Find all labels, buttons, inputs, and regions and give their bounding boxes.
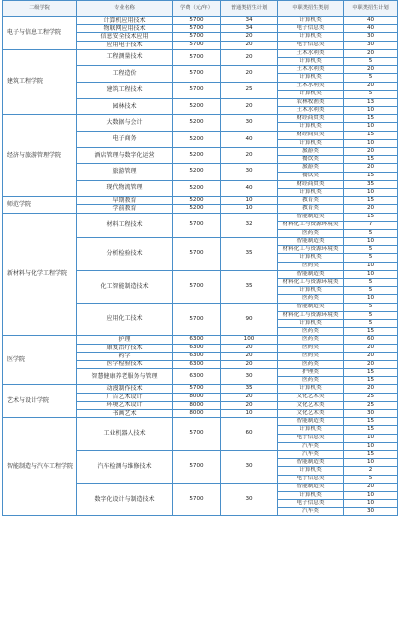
- vocational-category: 汽车类: [278, 508, 344, 516]
- major-name: 广告艺术设计: [77, 393, 173, 401]
- major-name: 环境艺术设计: [77, 401, 173, 409]
- college-name: 经济与旅游管理学院: [3, 115, 77, 197]
- tuition-value: 5200: [173, 164, 221, 180]
- general-plan-value: 10: [221, 410, 278, 418]
- vocational-category: 计算机类: [278, 385, 344, 393]
- major-name: 医学检验技术: [77, 360, 173, 368]
- vocational-plan-value: 15: [344, 115, 398, 123]
- vocational-category: 医药类: [278, 262, 344, 270]
- vocational-category: 医药类: [278, 377, 344, 385]
- major-name: 学前教育: [77, 205, 173, 213]
- vocational-category: 土木水利类: [278, 66, 344, 74]
- vocational-plan-value: 7: [344, 221, 398, 229]
- table-row: [3, 197, 398, 205]
- general-plan-value: 34: [221, 25, 278, 33]
- vocational-plan-value: 20: [344, 49, 398, 57]
- vocational-category: 医药类: [278, 352, 344, 360]
- general-plan-value: 20: [221, 33, 278, 41]
- header-major: 专业名称: [77, 1, 173, 17]
- general-plan-value: 20: [221, 148, 278, 164]
- vocational-category: 智能制造类: [278, 483, 344, 491]
- vocational-category: 计算机类: [278, 491, 344, 499]
- vocational-plan-value: 15: [344, 172, 398, 180]
- table-row: [3, 213, 398, 221]
- vocational-category: 汽车类: [278, 442, 344, 450]
- general-plan-value: 32: [221, 213, 278, 238]
- vocational-plan-value: 5: [344, 57, 398, 65]
- vocational-plan-value: 15: [344, 377, 398, 385]
- vocational-plan-value: 25: [344, 401, 398, 409]
- vocational-category: 计算机类: [278, 33, 344, 41]
- tuition-value: 5700: [173, 33, 221, 41]
- tuition-value: 6300: [173, 352, 221, 360]
- vocational-category: 医药类: [278, 295, 344, 303]
- vocational-plan-value: 15: [344, 131, 398, 139]
- header-college: 二级学院: [3, 1, 77, 17]
- vocational-category: 计算机类: [278, 319, 344, 327]
- vocational-plan-value: 5: [344, 254, 398, 262]
- vocational-plan-value: 20: [344, 66, 398, 74]
- vocational-category: 电子信息类: [278, 475, 344, 483]
- general-plan-value: 30: [221, 483, 278, 516]
- general-plan-value: 35: [221, 385, 278, 393]
- vocational-category: 土木水利类: [278, 107, 344, 115]
- vocational-plan-value: 30: [344, 33, 398, 41]
- vocational-category: 土木水利类: [278, 82, 344, 90]
- tuition-value: 5200: [173, 180, 221, 196]
- vocational-plan-value: 15: [344, 328, 398, 336]
- vocational-plan-value: 20: [344, 385, 398, 393]
- vocational-category: 教育类: [278, 197, 344, 205]
- vocational-category: 财经商贸类: [278, 115, 344, 123]
- major-name: 应用电子技术: [77, 41, 173, 49]
- vocational-plan-value: 5: [344, 229, 398, 237]
- vocational-category: 医药类: [278, 229, 344, 237]
- major-name: 书画艺术: [77, 410, 173, 418]
- major-name: 大数据与会计: [77, 115, 173, 131]
- vocational-category: 农林牧渔类: [278, 98, 344, 106]
- tuition-value: 5700: [173, 25, 221, 33]
- general-plan-value: 30: [221, 115, 278, 131]
- vocational-category: 材料化工与资源环境类: [278, 246, 344, 254]
- tuition-value: 5700: [173, 418, 221, 451]
- general-plan-value: 20: [221, 352, 278, 360]
- tuition-value: 5700: [173, 238, 221, 271]
- major-name: 工程造价: [77, 66, 173, 82]
- vocational-category: 智能制造类: [278, 270, 344, 278]
- vocational-category: 计算机类: [278, 287, 344, 295]
- vocational-plan-value: 20: [344, 352, 398, 360]
- major-name: 园林技术: [77, 98, 173, 114]
- tuition-value: 6300: [173, 369, 221, 385]
- general-plan-value: 60: [221, 418, 278, 451]
- vocational-category: 电子信息类: [278, 41, 344, 49]
- vocational-category: 土木水利类: [278, 49, 344, 57]
- major-name: 动漫制作技术: [77, 385, 173, 393]
- vocational-category: 电子信息类: [278, 25, 344, 33]
- vocational-category: 材料化工与资源环境类: [278, 221, 344, 229]
- vocational-plan-value: 10: [344, 238, 398, 246]
- header-tuition: 学费（元/年）: [173, 1, 221, 17]
- general-plan-value: 30: [221, 450, 278, 483]
- vocational-category: 文化艺术类: [278, 401, 344, 409]
- vocational-plan-value: 15: [344, 450, 398, 458]
- vocational-category: 计算机类: [278, 254, 344, 262]
- vocational-plan-value: 20: [344, 360, 398, 368]
- vocational-plan-value: 35: [344, 180, 398, 188]
- major-name: 化工智能制造技术: [77, 270, 173, 303]
- vocational-plan-value: 5: [344, 287, 398, 295]
- vocational-plan-value: 10: [344, 500, 398, 508]
- vocational-plan-value: 5: [344, 246, 398, 254]
- vocational-category: 计算机类: [278, 57, 344, 65]
- general-plan-value: 100: [221, 336, 278, 344]
- vocational-category: 智能制造类: [278, 238, 344, 246]
- major-name: 计算机应用技术: [77, 17, 173, 25]
- major-name: 数字化设计与制造技术: [77, 483, 173, 516]
- general-plan-value: 35: [221, 238, 278, 271]
- vocational-category: 材料化工与资源环境类: [278, 311, 344, 319]
- vocational-plan-value: 25: [344, 393, 398, 401]
- vocational-plan-value: 15: [344, 369, 398, 377]
- tuition-value: 6300: [173, 336, 221, 344]
- general-plan-value: 40: [221, 131, 278, 147]
- major-name: 分析检验技术: [77, 238, 173, 271]
- tuition-value: 5700: [173, 66, 221, 82]
- major-name: 护理: [77, 336, 173, 344]
- vocational-plan-value: 60: [344, 336, 398, 344]
- header-vocational-plan: 中职类招生计划: [344, 1, 398, 17]
- vocational-category: 医药类: [278, 344, 344, 352]
- tuition-value: 5700: [173, 483, 221, 516]
- general-plan-value: 30: [221, 369, 278, 385]
- major-name: 康复治疗技术: [77, 344, 173, 352]
- tuition-value: 5700: [173, 385, 221, 393]
- tuition-value: 5200: [173, 98, 221, 114]
- tuition-value: 5700: [173, 213, 221, 238]
- table-row: [3, 115, 398, 123]
- vocational-category: 计算机类: [278, 90, 344, 98]
- vocational-category: 汽车类: [278, 450, 344, 458]
- vocational-plan-value: 5: [344, 74, 398, 82]
- vocational-plan-value: 10: [344, 123, 398, 131]
- general-plan-value: 20: [221, 41, 278, 49]
- major-name: 电子商务: [77, 131, 173, 147]
- vocational-category: 餐饮类: [278, 156, 344, 164]
- vocational-plan-value: 2: [344, 467, 398, 475]
- vocational-plan-value: 10: [344, 442, 398, 450]
- tuition-value: 5700: [173, 303, 221, 336]
- vocational-plan-value: 15: [344, 156, 398, 164]
- general-plan-value: 20: [221, 401, 278, 409]
- vocational-plan-value: 5: [344, 279, 398, 287]
- college-name: 新材料与化学工程学院: [3, 213, 77, 336]
- table-row: [3, 385, 398, 393]
- vocational-category: 医药类: [278, 328, 344, 336]
- vocational-category: 护理类: [278, 369, 344, 377]
- vocational-plan-value: 10: [344, 188, 398, 196]
- tuition-value: 8000: [173, 401, 221, 409]
- vocational-category: 餐饮类: [278, 172, 344, 180]
- vocational-category: 旅游类: [278, 148, 344, 156]
- tuition-value: 5200: [173, 197, 221, 205]
- general-plan-value: 20: [221, 360, 278, 368]
- general-plan-value: 35: [221, 270, 278, 303]
- vocational-category: 财经商贸类: [278, 131, 344, 139]
- college-name: 智能制造与汽车工程学院: [3, 418, 77, 516]
- vocational-plan-value: 10: [344, 139, 398, 147]
- vocational-plan-value: 10: [344, 434, 398, 442]
- general-plan-value: 25: [221, 82, 278, 98]
- tuition-value: 6300: [173, 344, 221, 352]
- major-name: 材料工程技术: [77, 213, 173, 238]
- vocational-category: 计算机类: [278, 74, 344, 82]
- major-name: 旅游管理: [77, 164, 173, 180]
- tuition-value: 5700: [173, 270, 221, 303]
- vocational-plan-value: 40: [344, 17, 398, 25]
- vocational-category: 智能制造类: [278, 213, 344, 221]
- vocational-plan-value: 15: [344, 418, 398, 426]
- vocational-plan-value: 5: [344, 475, 398, 483]
- vocational-category: 旅游类: [278, 164, 344, 172]
- major-name: 智慧健康养老服务与管理: [77, 369, 173, 385]
- vocational-category: 教育类: [278, 205, 344, 213]
- tuition-value: 8000: [173, 410, 221, 418]
- major-name: 药学: [77, 352, 173, 360]
- tuition-value: 5700: [173, 82, 221, 98]
- vocational-category: 智能制造类: [278, 418, 344, 426]
- vocational-plan-value: 30: [344, 41, 398, 49]
- major-name: 建筑工程技术: [77, 82, 173, 98]
- vocational-plan-value: 15: [344, 197, 398, 205]
- vocational-plan-value: 13: [344, 98, 398, 106]
- college-name: 艺术与设计学院: [3, 385, 77, 418]
- admission-plan-table: [2, 0, 398, 516]
- vocational-plan-value: 30: [344, 410, 398, 418]
- tuition-value: 6300: [173, 360, 221, 368]
- major-name: 现代物流管理: [77, 180, 173, 196]
- vocational-plan-value: 5: [344, 303, 398, 311]
- table-row: [3, 49, 398, 57]
- vocational-category: 计算机类: [278, 17, 344, 25]
- vocational-plan-value: 5: [344, 319, 398, 327]
- table-body: [3, 17, 398, 516]
- tuition-value: 5200: [173, 205, 221, 213]
- vocational-category: 计算机类: [278, 426, 344, 434]
- vocational-plan-value: 10: [344, 295, 398, 303]
- table-row: [3, 17, 398, 25]
- vocational-plan-value: 20: [344, 82, 398, 90]
- vocational-plan-value: 10: [344, 107, 398, 115]
- tuition-value: 5700: [173, 41, 221, 49]
- general-plan-value: 20: [221, 98, 278, 114]
- major-name: 汽车检测与维修技术: [77, 450, 173, 483]
- tuition-value: 5700: [173, 49, 221, 65]
- tuition-value: 8000: [173, 393, 221, 401]
- table-row: [3, 336, 398, 344]
- major-name: 物联网应用技术: [77, 25, 173, 33]
- vocational-category: 计算机类: [278, 188, 344, 196]
- vocational-category: 财经商贸类: [278, 180, 344, 188]
- major-name: 工程测量技术: [77, 49, 173, 65]
- tuition-value: 5700: [173, 450, 221, 483]
- tuition-value: 5200: [173, 148, 221, 164]
- vocational-category: 计算机类: [278, 139, 344, 147]
- general-plan-value: 10: [221, 197, 278, 205]
- general-plan-value: 90: [221, 303, 278, 336]
- major-name: 应用化工技术: [77, 303, 173, 336]
- vocational-plan-value: 10: [344, 270, 398, 278]
- vocational-plan-value: 15: [344, 213, 398, 221]
- vocational-category: 文化艺术类: [278, 410, 344, 418]
- major-name: 酒店管理与数字化运营: [77, 148, 173, 164]
- college-name: 师范学院: [3, 197, 77, 213]
- vocational-category: 医药类: [278, 360, 344, 368]
- vocational-plan-value: 10: [344, 262, 398, 270]
- vocational-plan-value: 20: [344, 205, 398, 213]
- vocational-plan-value: 20: [344, 483, 398, 491]
- table-header-row: [3, 1, 398, 17]
- college-name: 建筑工程学院: [3, 49, 77, 115]
- general-plan-value: 34: [221, 17, 278, 25]
- tuition-value: 5200: [173, 131, 221, 147]
- vocational-plan-value: 5: [344, 311, 398, 319]
- table-row: [3, 418, 398, 426]
- vocational-plan-value: 5: [344, 90, 398, 98]
- general-plan-value: 20: [221, 344, 278, 352]
- tuition-value: 5200: [173, 115, 221, 131]
- vocational-category: 电子信息类: [278, 500, 344, 508]
- vocational-plan-value: 10: [344, 491, 398, 499]
- vocational-plan-value: 15: [344, 426, 398, 434]
- vocational-category: 智能制造类: [278, 459, 344, 467]
- vocational-plan-value: 40: [344, 25, 398, 33]
- vocational-category: 电子信息类: [278, 434, 344, 442]
- vocational-category: 材料化工与资源环境类: [278, 279, 344, 287]
- vocational-plan-value: 10: [344, 459, 398, 467]
- vocational-category: 计算机类: [278, 467, 344, 475]
- vocational-plan-value: 20: [344, 344, 398, 352]
- major-name: 工业机器人技术: [77, 418, 173, 451]
- general-plan-value: 20: [221, 66, 278, 82]
- vocational-category: 医药类: [278, 336, 344, 344]
- major-name: 信息安全技术应用: [77, 33, 173, 41]
- college-name: 电子与信息工程学院: [3, 17, 77, 50]
- vocational-category: 文化艺术类: [278, 393, 344, 401]
- vocational-plan-value: 20: [344, 164, 398, 172]
- header-general-plan: 普通类招生计划: [221, 1, 278, 17]
- header-vocational-category: 中职类招生类别: [278, 1, 344, 17]
- vocational-category: 智能制造类: [278, 303, 344, 311]
- tuition-value: 5700: [173, 17, 221, 25]
- general-plan-value: 20: [221, 49, 278, 65]
- general-plan-value: 20: [221, 393, 278, 401]
- vocational-plan-value: 30: [344, 508, 398, 516]
- vocational-category: 计算机类: [278, 123, 344, 131]
- general-plan-value: 40: [221, 180, 278, 196]
- major-name: 早期教育: [77, 197, 173, 205]
- general-plan-value: 10: [221, 205, 278, 213]
- general-plan-value: 30: [221, 164, 278, 180]
- college-name: 医学院: [3, 336, 77, 385]
- vocational-plan-value: 20: [344, 148, 398, 156]
